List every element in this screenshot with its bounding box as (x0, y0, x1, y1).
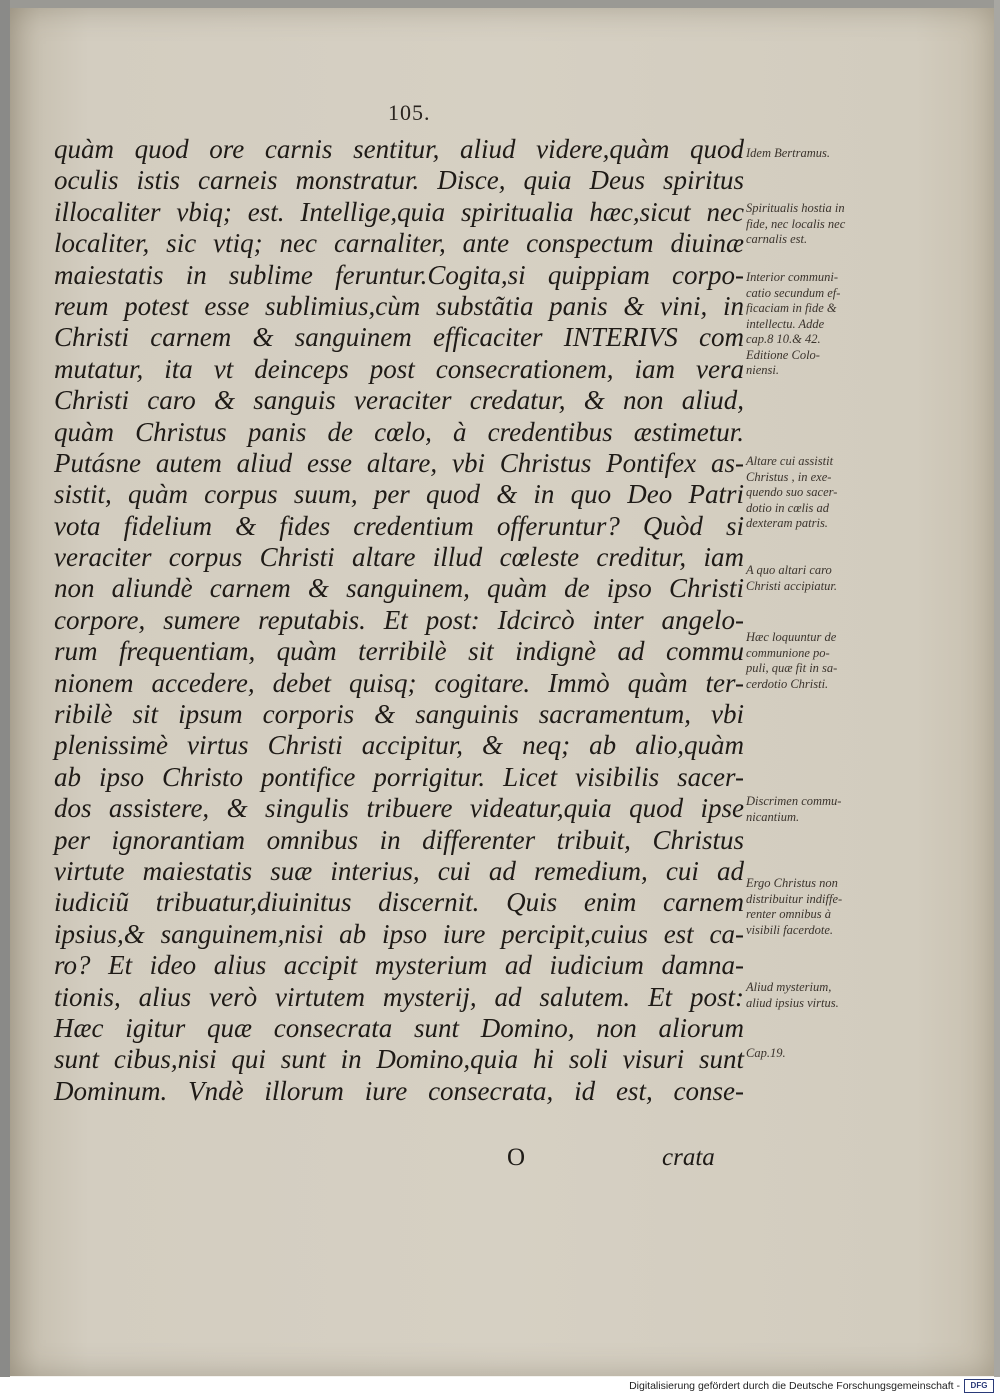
body-line: iudiciũ tribuatur,diuinitus discernit. Quis enim carnem (54, 887, 744, 918)
body-line: ab ipso Christo pontifice porrigitur. Licet visibilis sacer- (54, 761, 744, 792)
marginal-note (746, 454, 886, 532)
marginal-note-line: cap.8 10.& 42. (746, 332, 821, 346)
body-line: veraciter corpus Christi altare illud cœleste creditur, iam (54, 542, 744, 573)
scan-border-left (0, 0, 10, 1380)
scan-border-top (0, 0, 1000, 8)
body-line: illocaliter vbiq; est. Intellige,quia spiritualia hæc,sicut nec (54, 196, 744, 227)
marginal-note-line: catio secundum ef- (746, 285, 841, 300)
marginal-note-line: Idem Bertramus. (746, 146, 831, 160)
body-line: dos assistere, & singulis tribuere videatur,quia quod ipse (54, 793, 744, 824)
body-line: Putásne autem aliud esse altare, vbi Christus Pontifex as- (54, 447, 744, 478)
marginal-note (746, 270, 886, 379)
marginal-note-line: nicantium. (746, 809, 800, 824)
body-line: quàm Christus panis de cœlo, à credentibus æstimetur. (54, 416, 744, 447)
body-line: Hæc igitur quæ consecrata sunt Domino, non aliorum (54, 1012, 744, 1043)
marginal-note-line: puli, quæ fit in sa- (746, 661, 838, 675)
body-line: per ignorantiam omnibus in differenter tribuit, Christus (54, 824, 744, 855)
marginal-note-line: Hæc loquuntur de (746, 630, 837, 644)
body-line: oculis istis carneis monstratur. Disce, quia Deus spiritus (54, 165, 744, 196)
body-line: tionis, alius verò virtutem mysterij, ad salutem. Et post: (54, 981, 744, 1012)
marginal-note-line: carnalis est. (746, 232, 808, 246)
dfg-logo: DFG (964, 1379, 994, 1393)
marginal-note (746, 876, 886, 938)
page-number: 105. (388, 100, 431, 125)
marginal-note-line: Discrimen commu- (746, 794, 842, 808)
marginal-note-line: distribuitur indiffe- (746, 891, 843, 906)
marginal-note-line: intellectu. Adde (746, 316, 825, 331)
body-line: non aliundè carnem & sanguinem, quàm de ipso Christi (54, 573, 744, 604)
marginal-note-line: ficaciam in fide & (746, 301, 837, 315)
marginal-note (746, 201, 886, 248)
body-line: ro? Et ideo alius accipit mysterium ad iudicium damna- (54, 950, 744, 981)
marginal-note-line: Christus , in exe- (746, 469, 832, 484)
body-line: Dominum. Vndè illorum iure consecrata, id est, conse- (54, 1075, 744, 1106)
marginal-note-line: Altare cui assistit (746, 454, 834, 468)
marginal-note-line: dexteram patris. (746, 516, 828, 530)
marginal-note-line: renter omnibus à (746, 907, 831, 921)
marginal-note-line: fide, nec localis nec (746, 216, 846, 231)
marginal-note (746, 630, 886, 692)
body-line: corpore, sumere reputabis. Et post: Idcircò inter angelo- (54, 604, 744, 635)
catchword: crata (662, 1144, 715, 1171)
marginal-note-line: Interior communi- (746, 270, 838, 284)
body-line: localiter, sic vtiq; nec carnaliter, ante conspectum diuinæ (54, 228, 744, 259)
marginal-note (746, 563, 886, 594)
body-line: virtute maiestatis suæ interius, cui ad remedium, cui ad (54, 855, 744, 886)
body-line: maiestatis in sublime feruntur.Cogita,si quippiam corpo- (54, 259, 744, 290)
marginal-note (746, 146, 886, 162)
signature-mark: O (507, 1144, 526, 1171)
body-line: Christi carnem & sanguinem efficaciter INTERIVS com (54, 322, 744, 353)
marginal-note-line: Cap.19. (746, 1046, 786, 1060)
body-line: ipsius,& sanguinem,nisi ab ipso iure percipit,cuius est ca- (54, 918, 744, 949)
digitization-footer (0, 1377, 1000, 1395)
marginal-note-line: aliud ipsius virtus. (746, 995, 839, 1010)
body-line: mutatur, ita vt deinceps post consecrationem, iam vera (54, 353, 744, 384)
body-line: nionem accedere, debet quisq; cogitare. Immò quàm ter- (54, 667, 744, 698)
body-line: vota fidelium & fides credentium offeruntur? Quòd si (54, 510, 744, 541)
body-text (54, 134, 744, 1107)
scan-border-right (994, 0, 1000, 1380)
marginal-note-line: Aliud mysterium, (746, 980, 832, 994)
body-line: quàm quod ore carnis sentitur, aliud videre,quàm quod (54, 134, 744, 164)
marginal-note-line: dotio in cœlis ad (746, 500, 829, 515)
body-line: reum potest esse sublimius,cùm substãtia panis & vini, in (54, 290, 744, 321)
marginal-note (746, 980, 886, 1011)
marginal-note-line: Christi accipiatur. (746, 578, 837, 593)
marginal-note (746, 794, 886, 825)
marginal-note-line: Ergo Christus non (746, 876, 838, 890)
body-line: sunt cibus,nisi qui sunt in Domino,quia hi soli visuri sunt (54, 1044, 744, 1075)
body-line: ribilè sit ipsum corporis & sanguinis sacramentum, vbi (54, 699, 744, 730)
marginal-note (746, 1046, 886, 1062)
body-line: Christi caro & sanguis veraciter credatur, & non aliud, (54, 385, 744, 416)
marginal-note-line: communione po- (746, 645, 830, 660)
body-line: sistit, quàm corpus suum, per quod & in quo Deo Patri (54, 479, 744, 510)
marginal-note-line: Editione Colo- (746, 347, 820, 362)
body-line: plenissimè virtus Christi accipitur, & neq; ab alio,quàm (54, 730, 744, 761)
marginal-note-line: visibili facerdote. (746, 922, 834, 937)
marginal-note-line: cerdotio Christi. (746, 676, 829, 691)
marginal-note-line: Spiritualis hostia in (746, 201, 845, 215)
marginal-note-line: quendo suo sacer- (746, 485, 838, 499)
marginal-note-line: A quo altari caro (746, 563, 832, 577)
book-page (10, 8, 994, 1376)
footer-credit: Digitalisierung gefördert durch die Deutsche Forschungsgemeinschaft - (629, 1380, 960, 1392)
marginal-note-line: niensi. (746, 363, 779, 377)
body-line: rum frequentiam, quàm terribilè sit indignè ad commu (54, 636, 744, 667)
